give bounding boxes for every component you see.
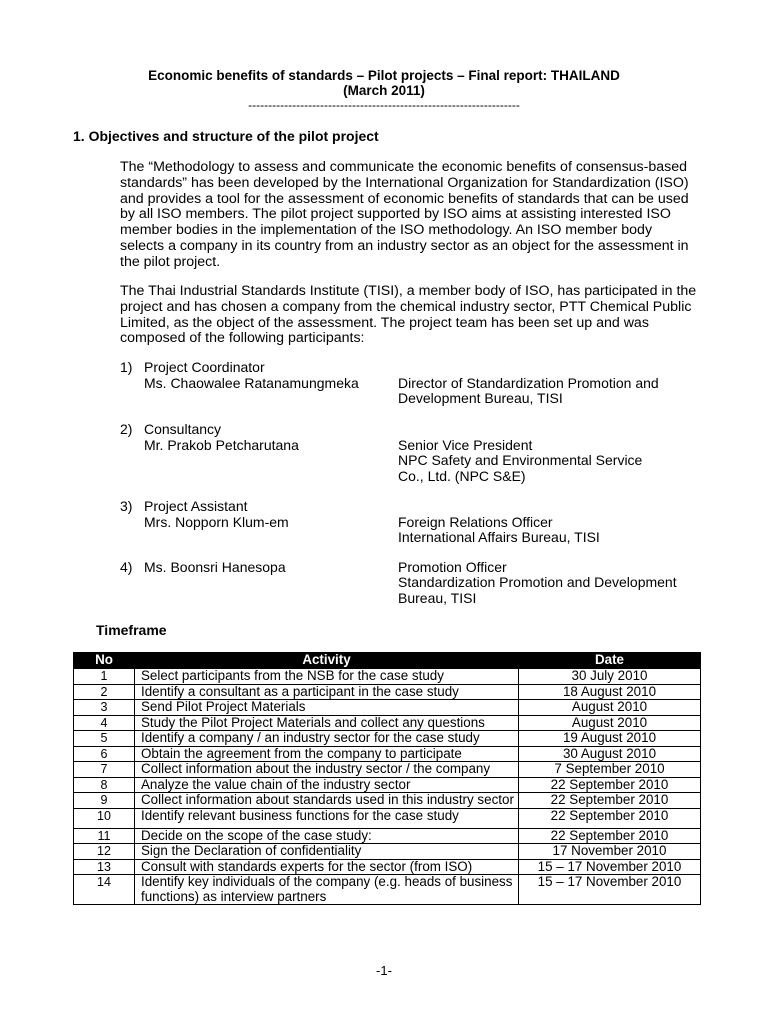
participant-title-line: NPC Safety and Environmental Service xyxy=(398,452,643,468)
participant-name: Mrs. Nopporn Klum-em xyxy=(144,514,289,530)
participant-role: Project Assistant xyxy=(144,498,248,514)
row-activity: Collect information about the industry sector / the company xyxy=(135,762,519,778)
participant-name: Ms. Chaowalee Ratanamungmeka xyxy=(144,375,359,391)
row-date: 30 July 2010 xyxy=(519,669,701,685)
participant-title-line: Director of Standardization Promotion and xyxy=(398,375,659,391)
row-number: 2 xyxy=(74,684,135,700)
row-number: 13 xyxy=(74,859,135,875)
section-heading: 1. Objectives and structure of the pilot project xyxy=(73,128,379,144)
participant-title-line: Promotion Officer xyxy=(398,559,507,575)
row-activity: Analyze the value chain of the industry sector xyxy=(135,777,519,793)
timeframe-table xyxy=(73,652,701,905)
row-activity: Study the Pilot Project Materials and collect any questions xyxy=(135,715,519,731)
participant-title-line: Bureau, TISI xyxy=(398,590,477,606)
row-date: 15 – 17 November 2010 xyxy=(519,859,701,875)
row-date: 15 – 17 November 2010 xyxy=(519,875,701,905)
table-row xyxy=(74,715,701,731)
page-number: -1- xyxy=(376,963,392,978)
row-activity: Consult with standards experts for the sector (from ISO) xyxy=(135,859,519,875)
row-date: 7 September 2010 xyxy=(519,762,701,778)
row-activity: Identify a company / an industry sector for the case study xyxy=(135,731,519,747)
row-date: 22 September 2010 xyxy=(519,777,701,793)
participant-title-line: International Affairs Bureau, TISI xyxy=(398,529,600,545)
participant-name: Mr. Prakob Petcharutana xyxy=(144,437,299,453)
row-activity: Obtain the agreement from the company to participate xyxy=(135,746,519,762)
table-row xyxy=(74,762,701,778)
participant-name: Ms. Boonsri Hanesopa xyxy=(144,559,286,575)
participant-number: 2) xyxy=(120,421,133,437)
participant-title-line: Foreign Relations Officer xyxy=(398,514,553,530)
table-row xyxy=(74,684,701,700)
row-activity: Select participants from the NSB for the case study xyxy=(135,669,519,685)
row-number: 14 xyxy=(74,875,135,905)
row-activity: Decide on the scope of the case study: xyxy=(135,828,519,844)
participant-role: Project Coordinator xyxy=(144,359,265,375)
table-row xyxy=(74,844,701,860)
report-date: (March 2011) xyxy=(343,83,425,98)
row-date: 18 August 2010 xyxy=(519,684,701,700)
row-number: 8 xyxy=(74,777,135,793)
participant-role: Consultancy xyxy=(144,421,222,437)
participant-title-line: Co., Ltd. (NPC S&E) xyxy=(398,468,526,484)
column-header-no: No xyxy=(74,653,135,669)
row-date: 30 August 2010 xyxy=(519,746,701,762)
table-row xyxy=(74,777,701,793)
table-row xyxy=(74,828,701,844)
row-activity: Identify key individuals of the company (e.g. heads of business functions) as interview partners xyxy=(135,875,519,905)
row-number: 5 xyxy=(74,731,135,747)
row-number: 10 xyxy=(74,808,135,828)
row-number: 1 xyxy=(74,669,135,685)
participant-number: 4) xyxy=(120,559,133,575)
title-separator: -------------------------------------------------------------------- xyxy=(248,98,520,112)
table-row xyxy=(74,875,701,905)
participant-title-line: Senior Vice President xyxy=(398,437,533,453)
row-activity: Sign the Declaration of confidentiality xyxy=(135,844,519,860)
row-date: 22 September 2010 xyxy=(519,793,701,809)
row-number: 7 xyxy=(74,762,135,778)
participant-title-line: Development Bureau, TISI xyxy=(398,390,563,406)
row-number: 11 xyxy=(74,828,135,844)
row-date: 19 August 2010 xyxy=(519,731,701,747)
row-activity: Identify a consultant as a participant in the case study xyxy=(135,684,519,700)
row-number: 4 xyxy=(74,715,135,731)
table-row xyxy=(74,669,701,685)
paragraph-tisi: The Thai Industrial Standards Institute (TISI), a member body of ISO, has participated in the project and has chosen a company from the chemical industry sector, PTT Chemical Public Limited, as the object of the assessment. The project team has been set up and was composed of the following participants: xyxy=(120,283,697,347)
column-header-date: Date xyxy=(519,653,701,669)
participant-number: 3) xyxy=(120,498,133,514)
table-row xyxy=(74,793,701,809)
row-activity: Send Pilot Project Materials xyxy=(135,700,519,716)
row-date: 17 November 2010 xyxy=(519,844,701,860)
row-date: 22 September 2010 xyxy=(519,808,701,828)
row-number: 6 xyxy=(74,746,135,762)
participant-number: 1) xyxy=(120,359,133,375)
row-activity: Collect information about standards used in this industry sector xyxy=(135,793,519,809)
row-number: 3 xyxy=(74,700,135,716)
row-date: August 2010 xyxy=(519,700,701,716)
participant-title-line: Standardization Promotion and Development xyxy=(398,574,677,590)
row-number: 9 xyxy=(74,793,135,809)
table-row xyxy=(74,700,701,716)
report-title: Economic benefits of standards – Pilot projects – Final report: THAILAND xyxy=(148,68,620,83)
row-date: August 2010 xyxy=(519,715,701,731)
row-activity: Identify relevant business functions for the case study xyxy=(135,808,519,828)
paragraph-methodology: The “Methodology to assess and communicate the economic benefits of consensus-based standards” has been developed by the International Organization for Standardization (ISO) and provides a tool for the assessment of economic benefits of standards that can be used by all ISO members. The pilot project supported by ISO aims at assisting interested ISO member bodies in the implementation of the ISO methodology. An ISO member body selects a company in its country from an industry sector as an object for the assessment in the pilot project. xyxy=(120,159,689,270)
row-number: 12 xyxy=(74,844,135,860)
table-row xyxy=(74,859,701,875)
table-row xyxy=(74,731,701,747)
timeframe-heading: Timeframe xyxy=(96,622,167,638)
table-row xyxy=(74,808,701,828)
table-row xyxy=(74,746,701,762)
column-header-activity: Activity xyxy=(135,653,519,669)
row-date: 22 September 2010 xyxy=(519,828,701,844)
table-header-row xyxy=(74,653,701,669)
